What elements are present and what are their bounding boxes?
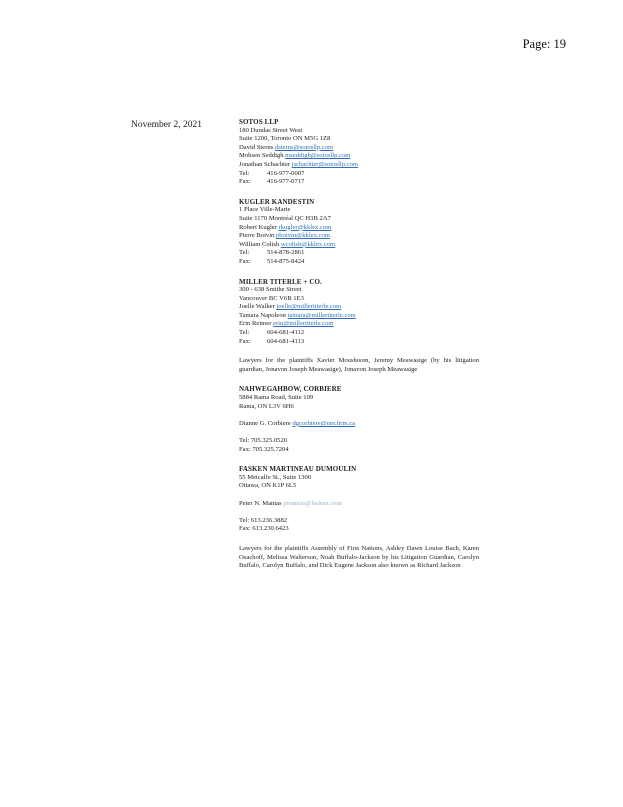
address-line: 1 Place Ville-Marie [239,206,291,214]
contact-line [239,500,479,509]
plaintiffs-paragraph: Lawyers for the plaintiffs Xavier Moushoom, Jeremy Meawasige (by his litigation guardian, Jonavon Joseph Meawasige), Jonavon Joseph Meawasige [239,357,479,373]
tel-value: 604-681-4112 [267,329,305,337]
email-link[interactable]: tamara@millertiterle.com [287,311,356,319]
email-link[interactable]: mseddigh@sotosllp.com [285,152,351,160]
fax-label: Fax: [239,178,251,186]
contact-line [239,224,479,233]
firm-block-kugler [239,198,479,267]
address-line: Suite 1200, Toronto ON M5G 1Z8 [239,135,331,143]
contact-line [239,152,479,161]
email-link[interactable]: dgcorbiere@nncfirm.ca [292,419,356,427]
contact-name: Jonathan Schachter [239,160,292,168]
plaintiffs-paragraph: Lawyers for the plaintiffs Assembly of First Nations, Ashley Dawn Louise Bach, Karen Osachoff, Melissa Walterson, Noah Buffalo-Jackson by his Litigation Guardian, Carolyn Buffalo, Carolyn Buffalo, and Dick Eugene Jackson also known as Richard Jackson [239,544,479,570]
fax-value: 416-977-0717 [267,178,305,186]
fax-label: Fax: [239,337,251,345]
fax-line: Fax: 613.230.6423 [239,525,289,533]
tel-label: Tel: [239,249,250,257]
firm-block-fasken [239,465,479,534]
email-link[interactable]: pboivin@kklex.com [276,232,330,240]
firm-name: FASKEN MARTINEAU DUMOULIN [239,465,357,474]
tel-label: Tel: [239,329,250,337]
email-link[interactable]: joelle@millertiterle.com [276,303,342,311]
email-link[interactable]: jschachter@sotosllp.com [291,160,359,168]
contact-line [239,312,479,321]
spacer [239,411,479,420]
tel-line: Tel: 613.236.3882 [239,516,288,524]
fax-line: Fax: 705.325.7204 [239,445,289,453]
contact-line [239,420,479,429]
firm-name: SOTOS LLP [239,118,279,126]
document-date: November 2, 2021 [131,120,202,130]
spacer [239,508,479,517]
fax-line [239,338,479,347]
firm-name: NAHWEGAHBOW, CORBIERE [239,385,342,394]
page-number: Page: 19 [522,37,566,51]
address-line: 300 - 638 Smithe Street [239,286,302,294]
email-link[interactable]: wcolish@kklex.com [280,240,336,248]
firm-name: MILLER TITERLE + CO. [239,277,322,286]
contact-name: Joelle Walker [239,303,277,311]
address-line: Suite 1170 Montréal QC H3B 2A7 [239,214,331,222]
firm-block-miller [239,278,479,347]
spacer [239,491,479,500]
contact-name: Peter N. Mantas [239,499,284,507]
contact-name: Robert Kugler [239,223,279,231]
fax-label: Fax: [239,257,251,265]
contact-name: Pierre Boivin [239,232,276,240]
tel-line [239,249,479,258]
contact-name: Dianne G. Corbiere [239,419,293,427]
fax-value: 514-875-8424 [267,257,305,265]
tel-value: 514-878-2861 [267,249,305,257]
email-link[interactable]: rkugler@kklex.com [278,223,332,231]
address-line: 5884 Rama Road, Suite 109 [239,394,314,402]
fax-line [239,258,479,267]
email-link[interactable]: dsterns@sotosllp.com [274,143,334,151]
contact-name: Mohsen Seddigh [239,152,286,160]
address-line: Vancouver BC V6B 1E3 [239,294,304,302]
firm-block-nahwegahbow [239,385,479,454]
contact-name: William Colish [239,240,281,248]
address-line: Rama, ON L3V 6H6 [239,402,294,410]
address-line: 55 Metcalfe St., Suite 1300 [239,473,312,481]
tel-value: 416-977-0007 [267,169,305,177]
contact-line [239,161,479,170]
counsel-list [239,118,479,582]
address-line: 180 Dundas Street West [239,126,303,134]
contact-line [239,232,479,241]
contact-line [239,144,479,153]
contact-name: David Sterns [239,143,275,151]
fax-line [239,178,479,187]
contact-line [239,320,479,329]
fax-value: 604-681-4113 [267,337,305,345]
contact-name: Erin Reimer [239,320,274,328]
contact-line [239,241,479,250]
firm-block-sotos [239,118,479,187]
email-link[interactable]: erin@millertiterle.com [273,320,334,328]
address-line: Ottawa, ON K1P 6L5 [239,482,297,490]
contact-line [239,303,479,312]
tel-line: Tel: 705.325.0520 [239,437,288,444]
contact-name: Tamara Napoleon [239,311,288,319]
tel-line [239,170,479,179]
tel-label: Tel: [239,169,250,177]
tel-line [239,329,479,338]
firm-name: KUGLER KANDESTIN [239,197,315,206]
spacer [239,428,479,437]
email-link[interactable]: pmantas@fasken.com [283,499,342,507]
